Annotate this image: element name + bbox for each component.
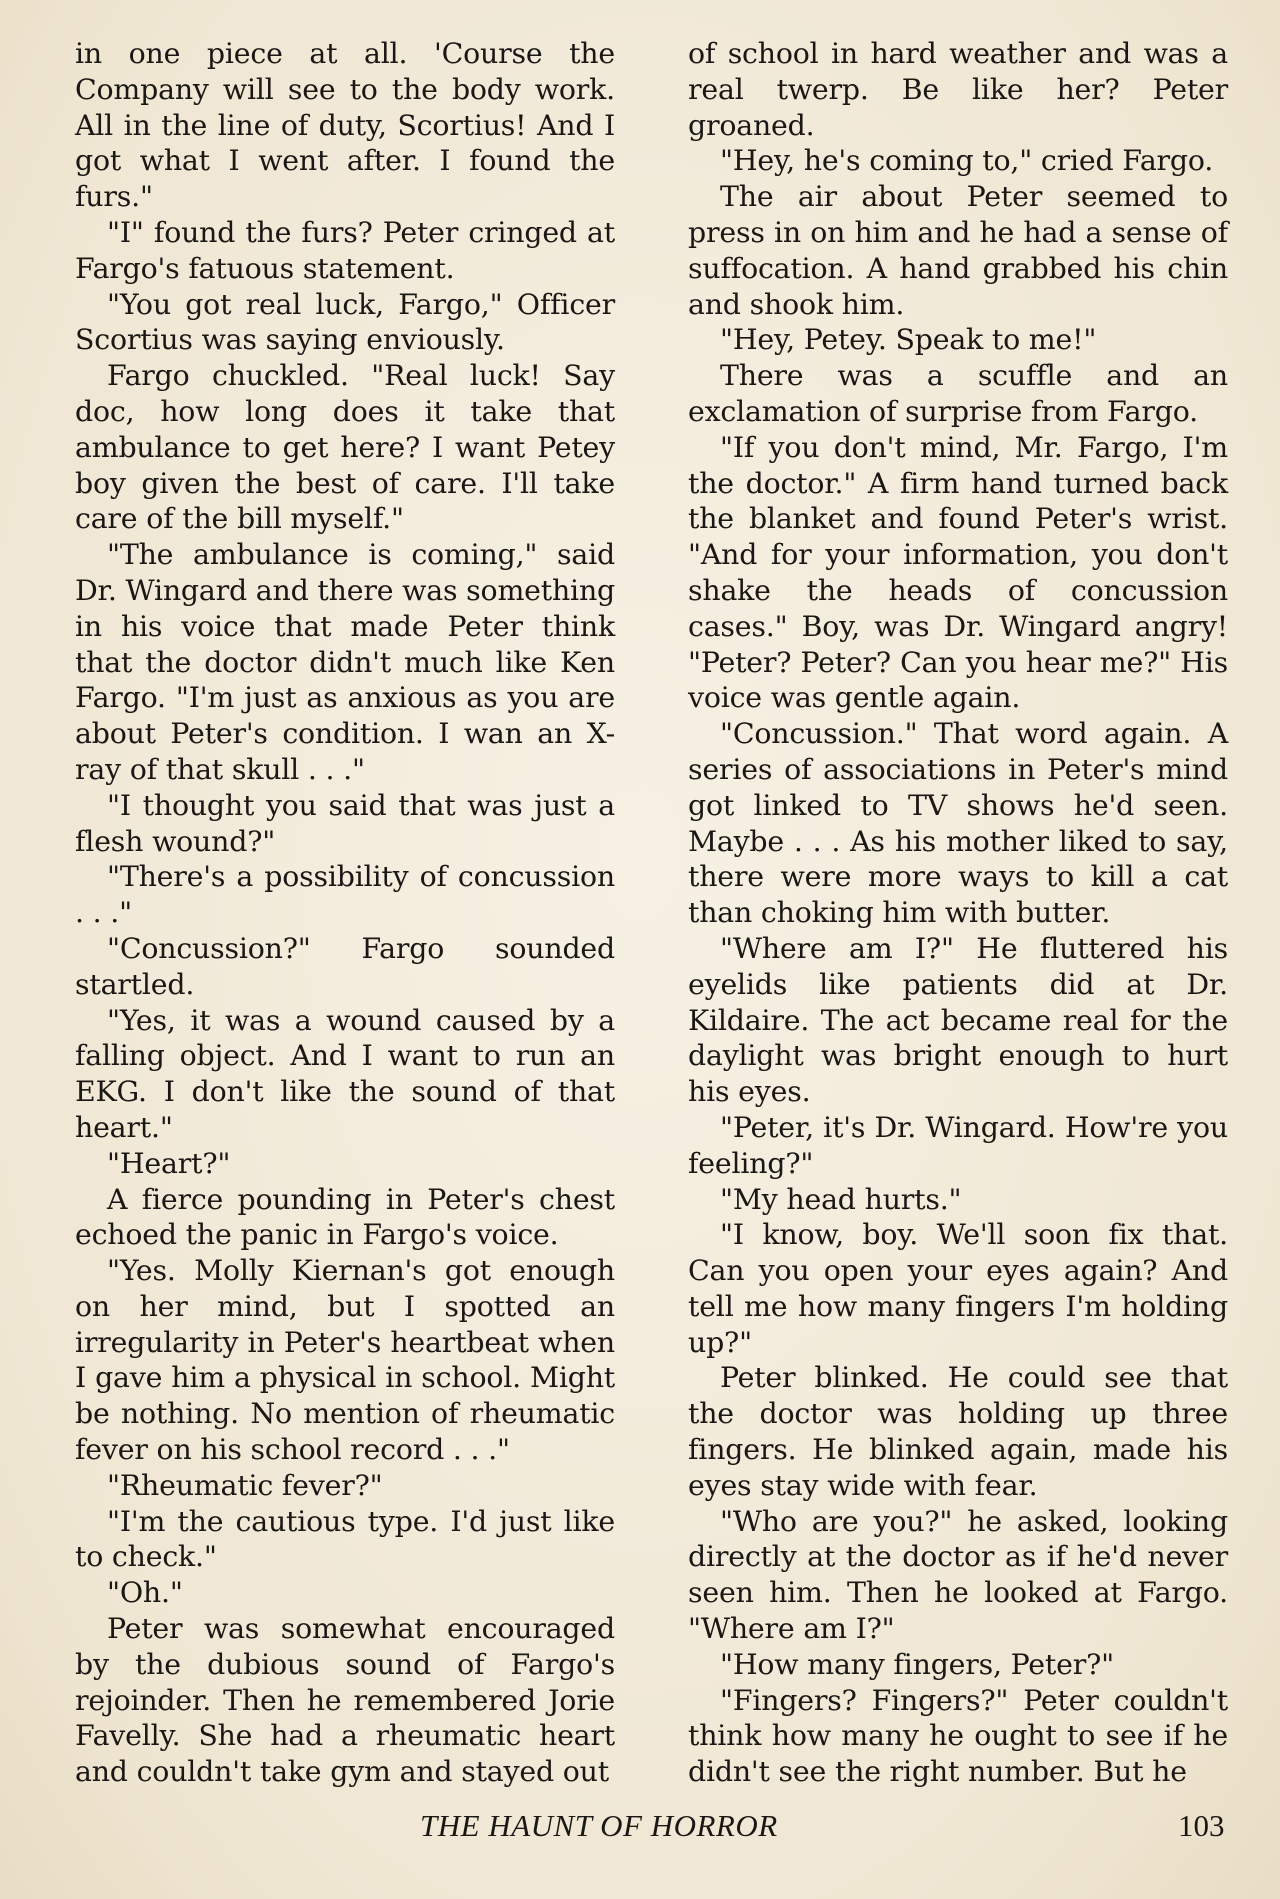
magazine-title: THE HAUNT OF HORROR [420,1808,778,1843]
paragraph: "Hey, he's coming to," cried Fargo. [720,144,1214,178]
paragraph: "My head hurts." [720,1182,962,1216]
paragraph: "Yes. Molly Kiernan's got enough on her mind, but I spotted an irregularity in Peter's heartbeat when I gave him a physical in school. Might be nothing. No mention of rheumatic fever on his school record . . ." [75,1254,615,1467]
page-footer [0,1808,1280,1848]
paragraph: "Concussion?" Fargo sounded startled. [75,931,615,1001]
paragraph: "There's a possibility of concussion . . ." [75,860,615,930]
paragraph: Peter was somewhat encouraged by the dubious sound of Fargo's rejoinder. Then he remembered Jorie Favelly. She had a rheumatic heart and couldn't take gym and stayed out [75,1612,615,1789]
paragraph: "Concussion." That word again. A series of associations in Peter's mind got linked to TV shows he'd seen. Maybe . . . As his mother liked to say, there were more ways to kill a cat than choking him with butter. [688,717,1228,930]
paragraph: "Yes, it was a wound caused by a falling object. And I want to run an EKG. I don't like the sound of that heart." [75,1003,615,1144]
paragraph: "Hey, Petey. Speak to me!" [720,323,1097,357]
paragraph: The air about Peter seemed to press in on him and he had a sense of suffocation. A hand grabbed his chin and shook him. [688,180,1228,321]
page-number: 103 [1178,1808,1225,1843]
paragraph: "Fingers? Fingers?" Peter couldn't think how many he ought to see if he didn't see the right number. But he [688,1683,1228,1789]
paragraph: in one piece at all. 'Course the Company will see to the body work. All in the line of duty, Scortius! And I got what I went after. I found the furs." [75,37,615,214]
paragraph: "Heart?" [107,1146,231,1180]
paragraph: There was a scuffle and an exclamation of surprise from Fargo. [688,359,1228,428]
paragraph: "If you don't mind, Mr. Fargo, I'm the doctor." A firm hand turned back the blanket and found Peter's wrist. "And for your information, you don't shake the heads of concussion cases." Boy, was Dr. Wingard angry! "Peter? Peter? Can you hear me?" His voice was gentle again. [688,430,1228,715]
left-text-column [75,36,615,1790]
paragraph: "I know, boy. We'll soon fix that. Can you open your eyes again? And tell me how many fingers I'm holding up?" [688,1218,1228,1359]
paragraph: "Rheumatic fever?" [107,1468,383,1502]
paragraph: "Peter, it's Dr. Wingard. How're you feeling?" [688,1110,1228,1180]
paragraph: "You got real luck, Fargo," Officer Scortius was saying enviously. [75,287,615,357]
paragraph: A fierce pounding in Peter's chest echoed the panic in Fargo's voice. [75,1182,615,1252]
paragraph: Fargo chuckled. "Real luck! Say doc, how long does it take that ambulance to get here? I want Petey boy given the best of care. I'll take care of the bill myself." [75,359,615,536]
paragraph: "I" found the furs? Peter cringed at Fargo's fatuous statement. [75,215,615,285]
right-text-column [688,36,1228,1790]
paragraph: "Who are you?" he asked, looking directly at the doctor as if he'd never seen him. Then he looked at Fargo. "Where am I?" [688,1504,1228,1646]
paragraph: "Where am I?" He fluttered his eyelids like patients did at Dr. Kildaire. The act became real for the daylight was bright enough to hurt his eyes. [688,931,1228,1109]
paragraph: Peter blinked. He could see that the doctor was holding up three fingers. He blinked again, made his eyes stay wide with fear. [688,1361,1228,1502]
paragraph: "I'm the cautious type. I'd just like to check." [75,1504,615,1574]
paragraph: "Oh." [107,1576,183,1610]
paragraph: "The ambulance is coming," said Dr. Wingard and there was something in his voice that made Peter think that the doctor didn't much like Ken Fargo. "I'm just as anxious as you are about Peter's condition. I wan an X-ray of that skull . . ." [75,538,615,786]
paragraph: of school in hard weather and was a real twerp. Be like her? Peter groaned. [688,37,1228,142]
paragraph: "How many fingers, Peter?" [720,1647,1114,1681]
paragraph: "I thought you said that was just a flesh wound?" [75,788,615,858]
